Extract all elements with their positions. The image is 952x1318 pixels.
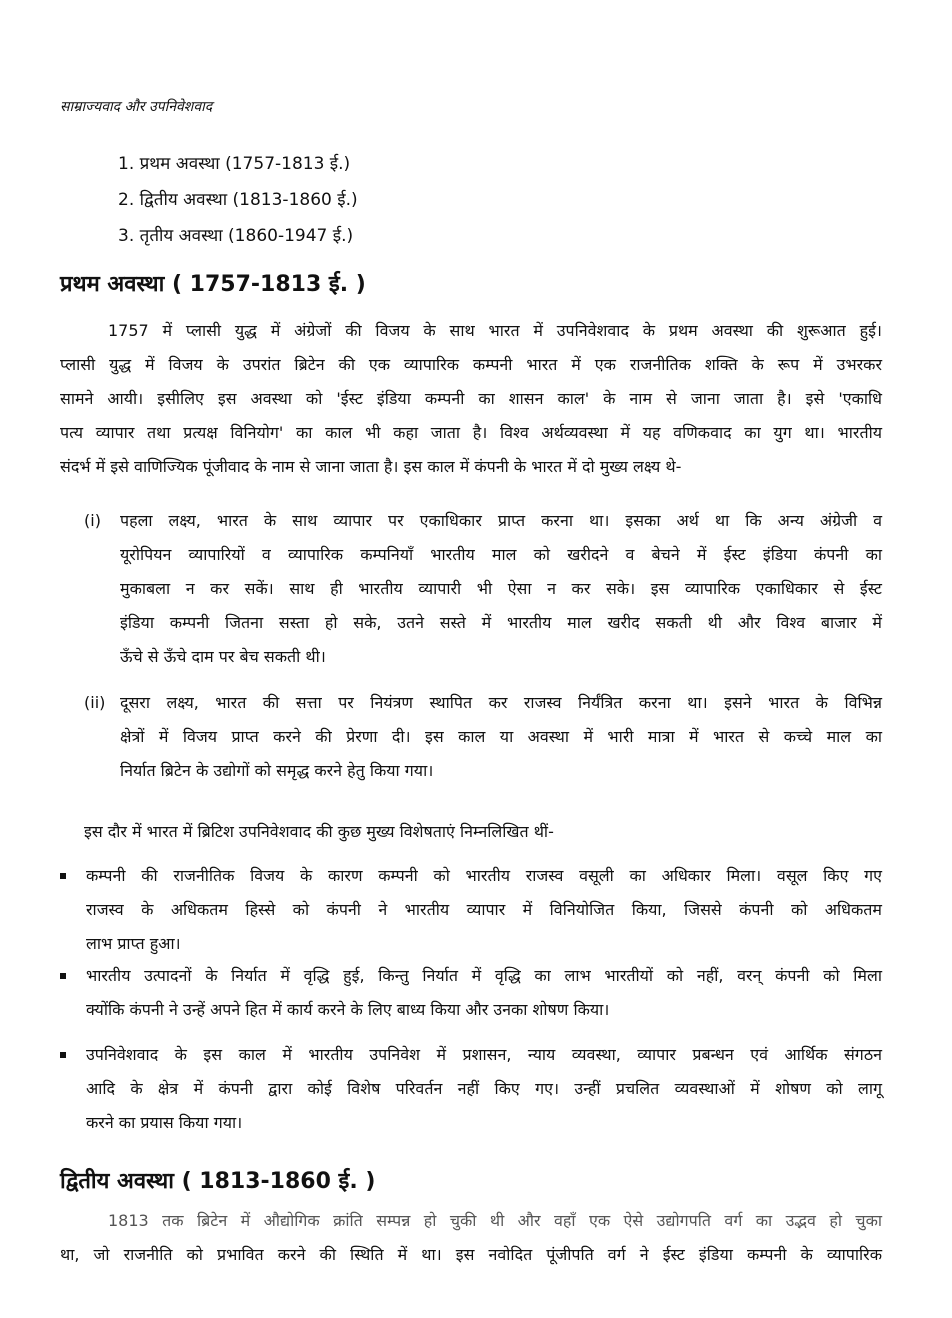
text-line: 1813 तक ब्रिटेन में औद्योगिक क्रांति सम्पन्न हो चुकी थी और वहाँ एक ऐसे उद्योगपति वर्ग का उद्भव हो चुका: [108, 1211, 882, 1230]
text-line: करने का प्रयास किया गया।: [86, 1113, 243, 1132]
running-head: साम्राज्यवाद और उपनिवेशवाद: [60, 99, 213, 115]
goal-item: [84, 686, 882, 788]
text-line: पत्य व्यापार तथा प्रत्यक्ष विनियोग' का काल भी कहा जाता है। विश्व अर्थव्यवस्था में यह वणिकवाद का युग था। भारतीय: [60, 423, 882, 442]
phase-item: 1. प्रथम अवस्था (1757-1813 ई.): [118, 154, 351, 174]
text-line: 1757 में प्लासी युद्ध में अंग्रेजों की विजय के साथ भारत में उपनिवेशवाद के प्रथम अवस्था की शुरूआत हुई।: [108, 321, 882, 340]
text-line: निर्यात ब्रिटेन के उद्योगों को समृद्ध करने हेतु किया गया।: [120, 761, 434, 780]
goal-item: [84, 504, 882, 674]
text-line: क्योंकि कंपनी ने उन्हें अपने हित में कार्य करने के लिए बाध्य किया और उनका शोषण किया।: [86, 1000, 610, 1019]
text-line: क्षेत्रों में विजय प्राप्त करने की प्रेरणा दी। इस काल या अवस्था में भारी मात्रा में भारत से कच्चे माल का: [120, 727, 882, 746]
goal-number: (i): [84, 511, 101, 530]
text-line: यूरोपियन व्यापारियों व व्यापारिक कम्पनियाँ भारतीय माल को खरीदने व बेचने में ईस्ट इंडिया कंपनी का: [120, 545, 882, 564]
bullet-icon: [60, 873, 66, 879]
phase-item: 2. द्वितीय अवस्था (1813-1860 ई.): [118, 190, 358, 210]
text-line: संदर्भ में इसे वाणिज्यिक पूंजीवाद के नाम से जाना जाता है। इस काल में कंपनी के भारत में दो मुख्य लक्ष्य थे-: [60, 457, 682, 476]
text-line: दूसरा लक्ष्य, भारत की सत्ता पर नियंत्रण स्थापित कर राजस्व निर्यंत्रित करना था। इसने भारत के विभिन्न: [120, 693, 882, 712]
section-heading: द्वितीय अवस्था ( 1813-1860 ई. ): [60, 1169, 376, 1194]
features-intro: इस दौर में भारत में ब्रिटिश उपनिवेशवाद की कुछ मुख्य विशेषताएं निम्नलिखित थीं-: [84, 822, 554, 841]
paragraph: [60, 314, 882, 484]
feature-bullet: [60, 959, 882, 1027]
text-line: था, जो राजनीति को प्रभावित करने की स्थिति में था। इस नवोदित पूंजीपति वर्ग ने ईस्ट इंडिया कम्पनी के व्यापारिक: [60, 1245, 882, 1264]
text-line: सामने आयी। इसीलिए इस अवस्था को 'ईस्ट इंडिया कम्पनी का शासन काल' के नाम से जाना जाता है। इसे 'एकाधि: [60, 389, 882, 408]
text-line: प्लासी युद्ध में विजय के उपरांत ब्रिटेन की एक व्यापारिक कम्पनी भारत में एक राजनीतिक शक्ति के रूप में उभरकर: [60, 355, 882, 374]
text-line: इंडिया कम्पनी जितना सस्ता हो सके, उतने सस्ते में भारतीय माल खरीद सकती थी और विश्व बाजार में: [120, 613, 882, 632]
text-line: मुकाबला न कर सकें। साथ ही भारतीय व्यापारी भी ऐसा न कर सके। इस व्यापारिक एकाधिकार से ईस्ट: [120, 579, 882, 598]
text-line: आदि के क्षेत्र में कंपनी द्वारा कोई विशेष परिवर्तन नहीं किए गए। उन्हीं प्रचलित व्यवस्थाओं में शोषण को लागू: [86, 1079, 882, 1098]
phase-list: [118, 146, 358, 254]
text-line: राजस्व के अधिकतम हिस्से को कंपनी ने भारतीय व्यापार में विनियोजित किया, जिससे कंपनी को अधिकतम: [86, 900, 882, 919]
feature-bullet: [60, 1038, 882, 1140]
bullet-icon: [60, 973, 66, 979]
text-line: लाभ प्राप्त हुआ।: [86, 934, 181, 953]
phase-item: 3. तृतीय अवस्था (1860-1947 ई.): [118, 226, 354, 246]
text-line: ऊँचे से ऊँचे दाम पर बेच सकती थी।: [120, 647, 326, 666]
paragraph: [60, 1204, 882, 1272]
text-line: पहला लक्ष्य, भारत के साथ व्यापार पर एकाधिकार प्राप्त करना था। इसका अर्थ था कि अन्य अंग्रेजी व: [120, 511, 882, 530]
text-line: भारतीय उत्पादनों के निर्यात में वृद्धि हुई, किन्तु निर्यात में वृद्धि का लाभ भारतीयों को नहीं, वरन् कंपनी को मिला: [86, 966, 882, 985]
feature-bullet: [60, 859, 882, 961]
goal-number: (ii): [84, 693, 106, 712]
bullet-icon: [60, 1052, 66, 1058]
section-heading: प्रथम अवस्था ( 1757-1813 ई. ): [60, 272, 366, 297]
text-line: उपनिवेशवाद के इस काल में भारतीय उपनिवेश में प्रशासन, न्याय व्यवस्था, व्यापार प्रबन्धन एवं आर्थिक संगठन: [86, 1045, 882, 1064]
text-line: कम्पनी की राजनीतिक विजय के कारण कम्पनी को भारतीय राजस्व वसूली का अधिकार मिला। वसूल किए गए: [86, 866, 882, 885]
